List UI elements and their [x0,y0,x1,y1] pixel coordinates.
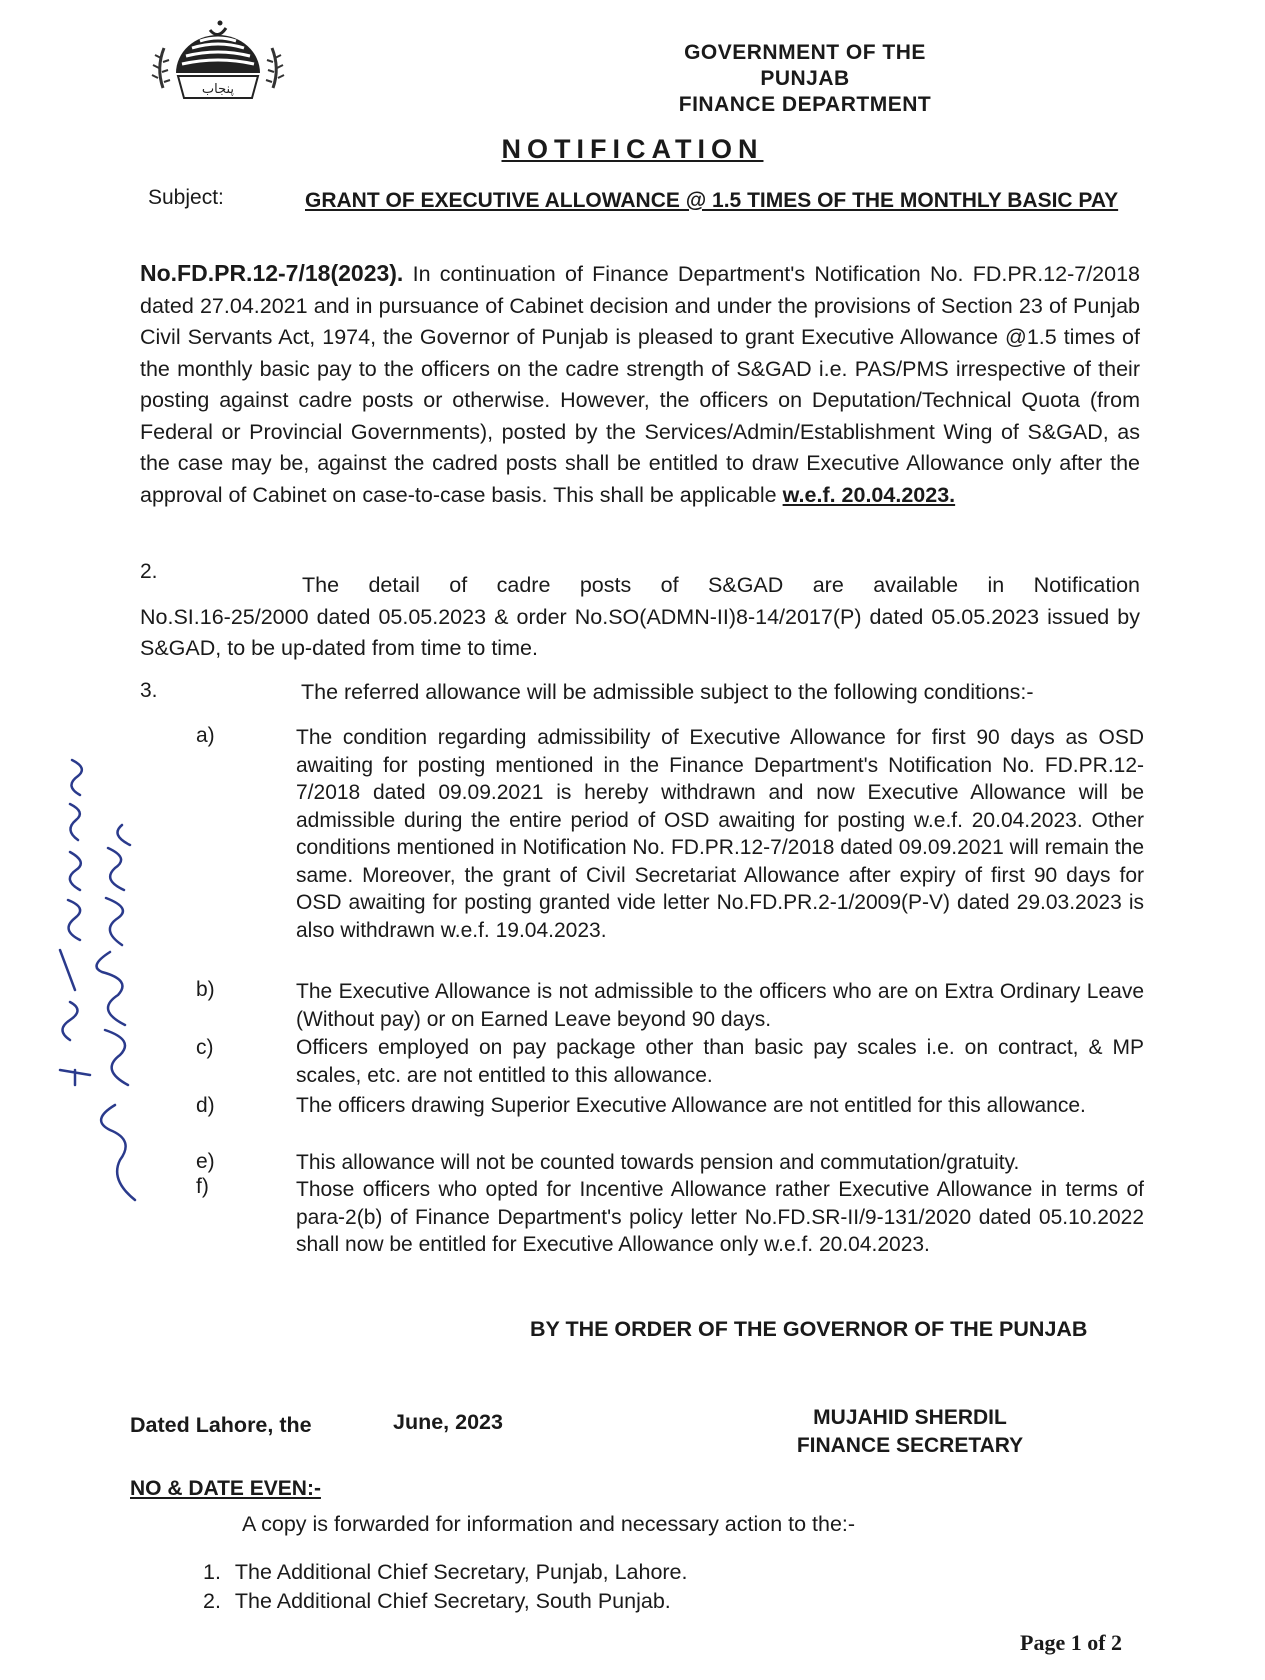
paragraph-1-body: In continuation of Finance Department's Notification No. FD.PR.12-7/2018 dated 27.04.2021 and in pursuance of Cabinet decision and under the provisions of Section 23 of Punjab Civil Servants Act, 1974, the Governor of Punjab is pleased to grant Executive Allowance @1.5 times of the monthly basic pay to the officers on the cadre strength of S&GAD i.e. PAS/PMS irrespective of their posting against cadre posts or otherwise. However, the officers on Deputation/Technical Quota (from Federal or Provincial Governments), posted by the Services/Admin/Establishment Wing of S&GAD, as the case may be, against the cadred posts shall be entitled to draw Executive Allowance only after the approval of Cabinet on case-to-case basis. This shall be applicable [140,262,1140,507]
recipient-item [203,1589,671,1614]
paragraph-2 [140,570,1140,665]
signatory-block [775,1404,1045,1460]
signatory-name: MUJAHID SHERDIL [813,1406,1007,1429]
punjab-government-logo [148,18,288,110]
handwritten-signature [40,740,150,1210]
condition-label: e) [196,1150,215,1173]
recipient-text: The Additional Chief Secretary, South Punjab. [234,1589,671,1613]
subject-text: GRANT OF EXECUTIVE ALLOWANCE @ 1.5 TIMES OF THE MONTHLY BASIC PAY [305,189,1119,212]
recipient-number: 2. [203,1589,221,1613]
department-name: FINANCE DEPARTMENT [678,93,932,116]
condition-text: This allowance will not be counted towards pension and commutation/gratuity. [296,1151,1020,1174]
paragraph-1 [140,258,1140,511]
condition-text: Officers employed on pay package other than basic pay scales i.e. on contract, & MP scales, etc. are not entitled to this allowance. [296,1036,1144,1087]
signatory-designation: FINANCE SECRETARY [796,1434,1024,1457]
notification-reference: No.FD.PR.12-7/18(2023). [140,260,404,286]
condition-label: d) [196,1094,215,1117]
recipient-item [203,1560,688,1585]
condition-label: c) [196,1036,214,1059]
effective-date: w.e.f. 20.04.2023. [782,482,956,507]
document-title: NOTIFICATION [501,134,764,164]
condition-text: Those officers who opted for Incentive Allowance rather Executive Allowance in terms of para-2(b) of Finance Department's policy letter No.FD.SR-II/9-131/2020 dated 05.10.2022 shall now be entitled for Executive Allowance only w.e.f. 20.04.2023. [296,1178,1144,1256]
copy-forward-text: A copy is forwarded for information and necessary action to the:- [242,1512,856,1536]
condition-text: The officers drawing Superior Executive Allowance are not entitled for this allowance. [296,1094,1086,1117]
condition-text: The condition regarding admissibility of Executive Allowance for first 90 days as OSD awaiting for posting mentioned in the Finance Department's Notification No. FD.PR.12-7/2018 dated 09.09.2021 is hereby withdrawn and now Executive Allowance will be admissible during the entire period of OSD awaiting for posting w.e.f. 20.04.2023. Other conditions mentioned in Notification No. FD.PR.12-7/2018 dated 09.09.2021 will remain the same. Moreover, the grant of Civil Secretariat Allowance after expiry of first 90 days for OSD awaiting for posting granted vide letter No.FD.PR.2-1/2009(P-V) dated 29.03.2023 is also withdrawn w.e.f. 19.04.2023. [296,726,1144,942]
paragraph-2-body: No.SI.16-25/2000 dated 05.05.2023 & order No.SO(ADMN-II)8-14/2017(P) dated 05.05.2023 issued by S&GAD, to be up-dated from time to time. [140,604,1140,660]
dated-label: Dated Lahore, the [130,1413,312,1437]
recipient-text: The Additional Chief Secretary, Punjab, Lahore. [234,1560,688,1584]
no-date-even: NO & DATE EVEN:- [130,1477,321,1500]
condition-label: f) [196,1175,209,1198]
recipient-number: 1. [203,1560,221,1584]
paragraph-2-number: 2. [140,560,158,583]
government-name: GOVERNMENT OF THE PUNJAB [684,41,926,90]
dated-month: June, 2023 [393,1410,503,1434]
page-number: Page 1 of 2 [1020,1630,1123,1655]
paragraph-2-lead: The detail of cadre posts of S&GAD are available in Notification [302,573,1140,597]
condition-text: The Executive Allowance is not admissible to the officers who are on Extra Ordinary Leave (Without pay) or on Earned Leave beyond 90 days. [296,980,1144,1031]
subject-label: Subject: [148,186,224,209]
logo-text: پنجاب [201,82,235,97]
government-header [640,40,970,118]
paragraph-3-number: 3. [140,679,158,702]
paragraph-3-text: The referred allowance will be admissible subject to the following conditions:- [301,680,1034,704]
condition-label: a) [196,724,215,747]
condition-label: b) [196,978,215,1001]
governor-order: BY THE ORDER OF THE GOVERNOR OF THE PUNJAB [530,1317,1088,1341]
